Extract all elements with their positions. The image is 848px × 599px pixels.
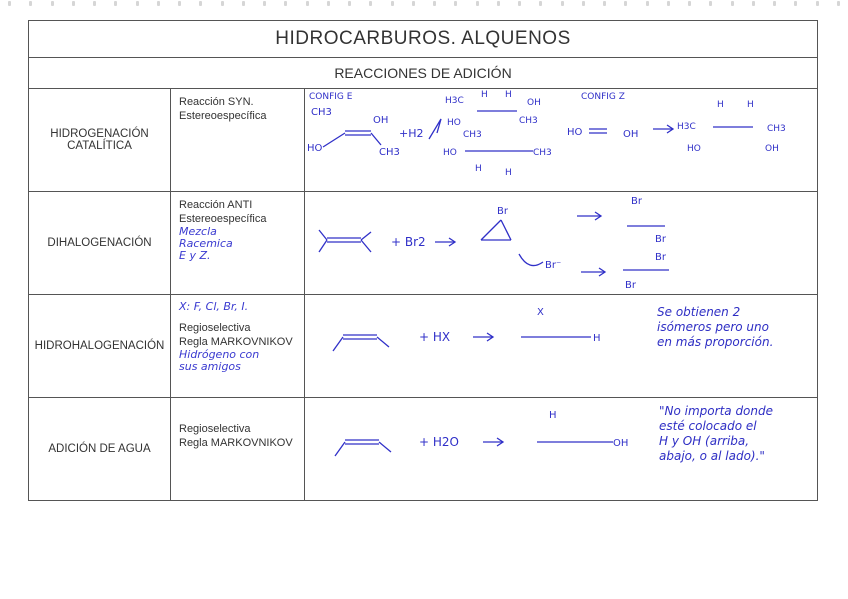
- br-label: Br: [655, 252, 666, 263]
- h-label: H: [549, 410, 557, 421]
- page-title: HIDROCARBUROS. ALQUENOS: [29, 21, 817, 58]
- oh-label: OH: [623, 129, 639, 140]
- br-label: Br: [655, 234, 666, 245]
- note-line: Se obtienen 2: [657, 305, 741, 319]
- ch3-label: CH3: [519, 116, 538, 126]
- oh-label: OH: [765, 144, 779, 154]
- note-line: esté colocado el: [659, 419, 757, 433]
- ho-label: HO: [307, 143, 323, 154]
- hydrogenation-sketch: [305, 89, 817, 191]
- desc-line: Estereoespecífica: [179, 110, 267, 122]
- desc-line: Regla MARKOVNIKOV: [179, 336, 293, 348]
- reaction-drawing: [305, 192, 817, 294]
- ch3-label: CH3: [379, 147, 400, 158]
- reaction-description: [171, 398, 305, 500]
- br-label: Br: [631, 196, 642, 207]
- h-label: H: [747, 100, 754, 110]
- oh-label: OH: [373, 115, 389, 126]
- notebook-ring-holes: [0, 0, 848, 8]
- reaction-description: [171, 192, 305, 294]
- desc-line: Regioselectiva: [179, 423, 251, 435]
- bond-line: [333, 337, 343, 351]
- bond-line: [379, 442, 391, 452]
- bond-line: [377, 337, 389, 347]
- ch3-label: CH3: [533, 148, 552, 158]
- config-e-label: CONFIG E: [309, 92, 353, 102]
- bond-line: [335, 442, 345, 456]
- config-z-label: CONFIG Z: [581, 92, 625, 102]
- h2-label: +H2: [399, 127, 424, 140]
- bond-line: [501, 220, 511, 240]
- bond-line: [319, 230, 327, 240]
- ho-label: HO: [443, 148, 457, 158]
- h-label: H: [717, 100, 724, 110]
- bond-line: [371, 133, 381, 145]
- h-label: H: [505, 90, 512, 100]
- table-row-dihalogenacion: [29, 192, 817, 295]
- table-row-hidrogenacion: [29, 89, 817, 192]
- h3c-label: H3C: [445, 96, 464, 106]
- desc-line: Estereoespecífica: [179, 213, 267, 225]
- dihalogenation-sketch: [305, 192, 817, 294]
- desc-line: Reacción ANTI: [179, 199, 253, 211]
- hydrohalogenation-sketch: [305, 295, 645, 397]
- ch3-label: CH3: [463, 130, 482, 140]
- bond-line: [481, 220, 501, 240]
- handwritten-note-isomers: [657, 305, 817, 350]
- handwritten-note: Racemica: [179, 237, 233, 250]
- reaction-name: HIDROHALOGENACIÓN: [29, 295, 171, 397]
- h-label: H: [475, 164, 482, 174]
- note-line: H y OH (arriba,: [659, 434, 750, 448]
- h-label: H: [593, 333, 601, 344]
- handwritten-note: E y Z.: [179, 249, 211, 262]
- handwritten-note-position: [659, 404, 819, 464]
- desc-line: Reacción SYN.: [179, 96, 254, 108]
- h-label: H: [505, 168, 512, 178]
- bond-line: [361, 232, 371, 240]
- note-line: "No importa donde: [659, 404, 774, 418]
- ch3-label: CH3: [311, 107, 332, 118]
- section-subtitle: REACCIONES DE ADICIÓN: [29, 58, 817, 89]
- br-label: Br: [497, 206, 508, 217]
- bond-line: [323, 133, 345, 147]
- reaction-drawing: [305, 295, 817, 397]
- arrow: [429, 119, 441, 139]
- water-addition-sketch: [305, 398, 645, 500]
- br-label: Br: [625, 280, 636, 291]
- ho-label: HO: [687, 144, 701, 154]
- reaction-table: [28, 20, 818, 501]
- reaction-name: HIDROGENACIÓN CATALÍTICA: [29, 89, 171, 191]
- hx-label: + HX: [419, 330, 451, 344]
- oh-label: OH: [527, 98, 541, 108]
- handwritten-note: X: F, Cl, Br, I.: [179, 300, 249, 313]
- bond-line: [319, 240, 327, 252]
- handwritten-note: Hidrógeno con: [179, 348, 260, 361]
- handwritten-note: sus amigos: [179, 360, 241, 373]
- note-line: en más proporción.: [657, 335, 774, 349]
- ho-label: HO: [567, 127, 583, 138]
- reaction-description: [171, 89, 305, 191]
- table-row-adicion-agua: [29, 398, 817, 500]
- table-row-hidrohalogenacion: [29, 295, 817, 398]
- bond-line: [361, 240, 371, 252]
- reaction-drawing: [305, 89, 817, 191]
- br-minus-label: Br⁻: [545, 260, 562, 271]
- curved-arrow: [519, 254, 543, 266]
- desc-line: Regla MARKOVNIKOV: [179, 437, 293, 449]
- desc-line: Regioselectiva: [179, 322, 251, 334]
- reaction-name: DIHALOGENACIÓN: [29, 192, 171, 294]
- h2o-label: + H2O: [419, 435, 459, 449]
- h3c-label: H3C: [677, 122, 696, 132]
- ch3-label: CH3: [767, 124, 786, 134]
- reaction-name: ADICIÓN DE AGUA: [29, 398, 171, 500]
- note-line: isómeros pero uno: [657, 320, 769, 334]
- reaction-description: [171, 295, 305, 397]
- h-label: H: [481, 90, 488, 100]
- note-line: abajo, o al lado).": [659, 449, 765, 463]
- handwritten-note: Mezcla: [179, 225, 217, 238]
- br2-label: + Br2: [391, 235, 426, 249]
- reaction-drawing: [305, 398, 817, 500]
- oh-label: OH: [613, 438, 629, 449]
- ho-label: HO: [447, 118, 461, 128]
- x-label: X: [537, 307, 544, 318]
